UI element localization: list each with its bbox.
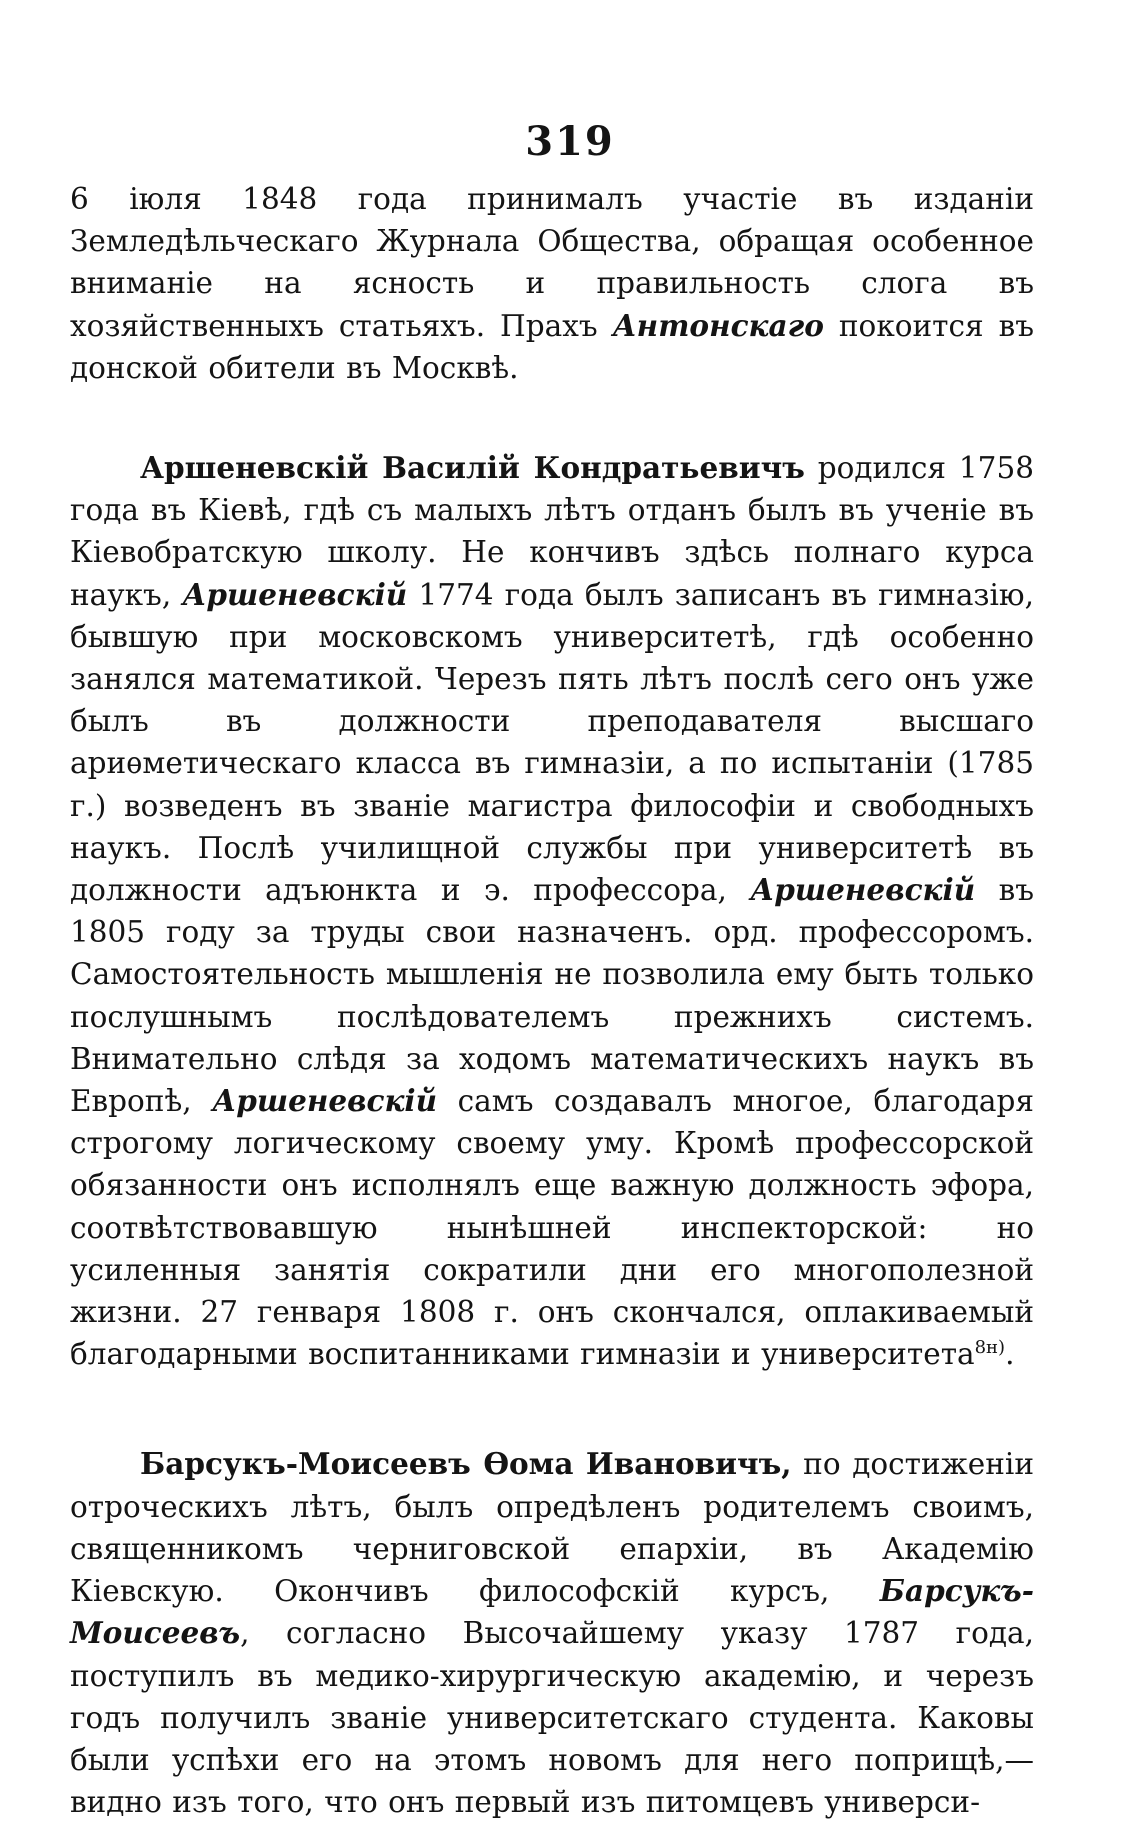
italic-name: Антонскаго: [612, 307, 824, 343]
headword: Барсукъ-Моисеевъ Ѳома Ивановичъ,: [140, 1446, 792, 1482]
text-run: въ 1805 году за труды свои назначенъ. орд. профессоромъ. Самостоятельность мышленія не позволила ему быть только послушнымъ послѣдователемъ прежнихъ системъ. Внимательно слѣдя за ходомъ математическихъ наукъ въ Европѣ,: [70, 873, 1034, 1119]
text-run: покоится въ донской обители въ Москвѣ.: [70, 308, 1034, 385]
text-run: по достиженіи отроческихъ лѣтъ, былъ опредѣленъ родителемъ своимъ, священникомъ черниговской епархіи, въ Академію Кіевскую. Окончивъ философскій курсъ,: [70, 1447, 1034, 1609]
entry-barsuk-moiseev: [70, 1443, 1034, 1823]
text-run: , согласно Высочайшему указу 1787 года, поступилъ въ медико-хирургическую академію, и черезъ годъ получилъ званіе университетскаго студента. Каковы были успѣхи его на этомъ новомъ для него поприщѣ,— видно изъ того, что онъ первый изъ питомцевъ универси-: [70, 1616, 1034, 1820]
text-run: родился 1758 года въ Кіевѣ, гдѣ съ малыхъ лѣтъ отданъ былъ въ ученіе въ Кіевобратскую школу. Не кончивъ здѣсь полнаго курса наукъ,: [70, 451, 1034, 612]
italic-name: Аршеневскій: [212, 1083, 438, 1119]
italic-name: Аршеневскій: [750, 872, 976, 908]
text-run: .: [1005, 1337, 1015, 1372]
headword: Аршеневскій Василій Кондратьевичъ: [140, 450, 805, 486]
italic-name: Аршеневскій: [182, 576, 408, 612]
text-run: 1774 года былъ записанъ въ гимназію, бывшую при московскомъ университетѣ, гдѣ особенно занялся математикой. Черезъ пять лѣтъ послѣ сего онъ уже былъ въ должности преподавателя высшаго ариѳметическаго класса въ гимназіи, а по испытаніи (1785 г.) возведенъ въ званіе магистра философіи и свободныхъ наукъ. Послѣ училищной службы при университетѣ въ должности адъюнкта и э. профессора,: [70, 577, 1034, 908]
text-run: 6 іюля 1848 года принималъ участіе въ изданіи Земледѣльческаго Журнала Общества, обращая особенное вниманіе на ясность и правильность слога въ хозяйственныхъ статьяхъ. Прахъ: [70, 182, 1034, 343]
text-run: самъ создавалъ многое, благодаря строгому логическому своему уму. Кромѣ профессорской обязанности онъ исполнялъ еще важную должность эфора, соотвѣтствовавшую нынѣшней инспекторской: но усиленныя занятія сократили дни его многополезной жизни. 27 генваря 1808 г. онъ скончался, оплакиваемый благодарными воспитанниками гимназіи и университета: [70, 1084, 1034, 1372]
footnote-marker: 8н): [974, 1337, 1006, 1359]
paragraph-antonsky-ending: [70, 178, 1034, 389]
page-number: 319: [525, 118, 615, 165]
body-text: [70, 178, 1034, 1823]
italic-name: Барсукъ-Моисеевъ: [70, 1573, 1034, 1651]
entry-arshenevsky: [70, 447, 1034, 1375]
